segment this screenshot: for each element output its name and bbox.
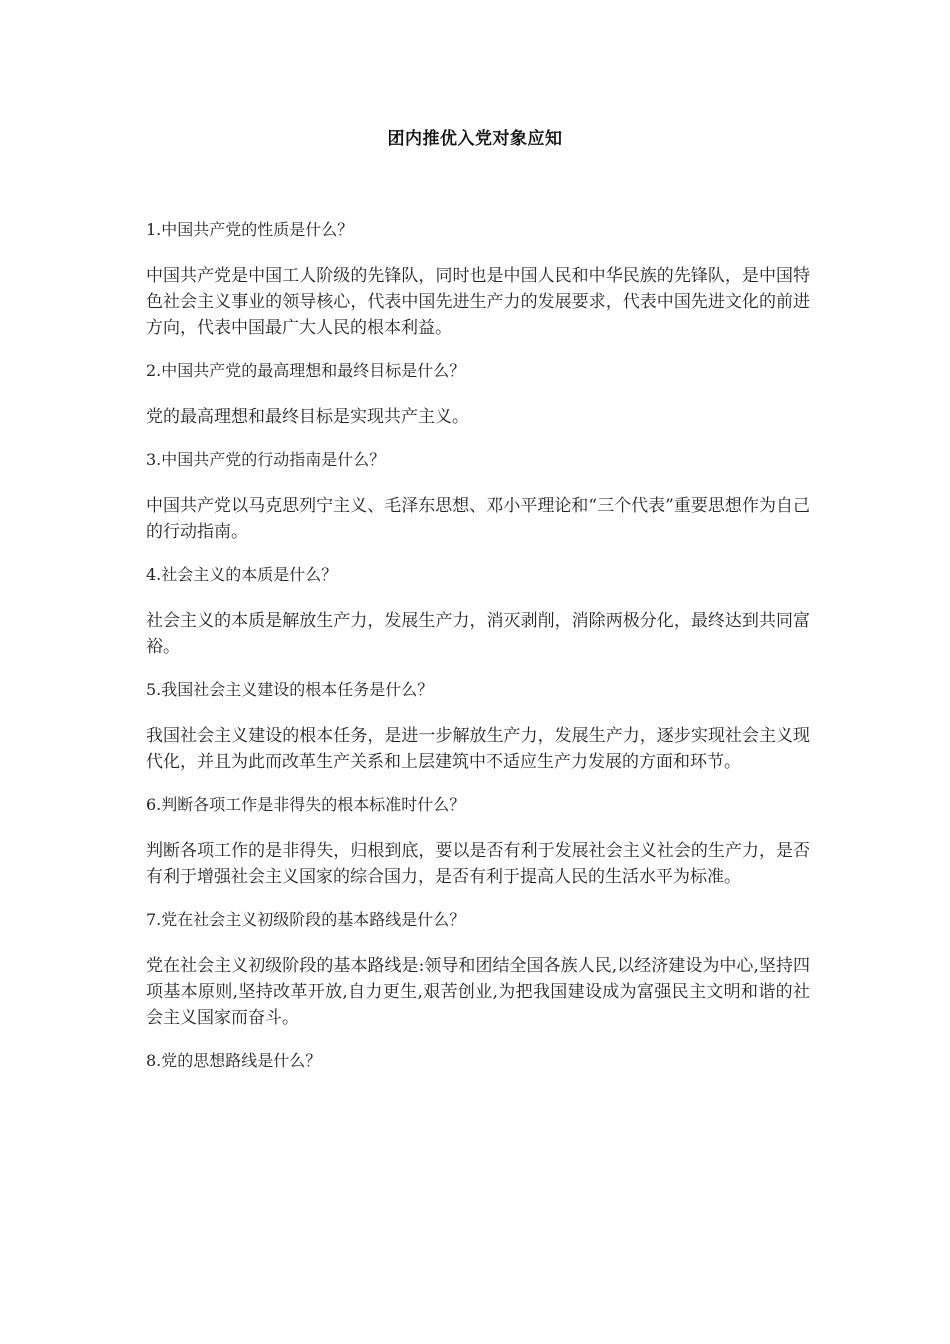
- answer-4: 社会主义的本质是解放生产力，发展生产力，消灭剥削，消除两极分化，最终达到共同富裕。: [146, 611, 810, 657]
- question-5: 5.我国社会主义建设的根本任务是什么？: [146, 680, 434, 699]
- question-3: 3.中国共产党的行动指南是什么？: [146, 450, 386, 469]
- answer-2: 党的最高理想和最终目标是实现共产主义。: [146, 407, 469, 427]
- question-8: 8.党的思想路线是什么？: [146, 1051, 322, 1070]
- answer-7: 党在社会主义初级阶段的基本路线是:领导和团结全国各族人民,以经济建设为中心,坚持四项基本原则,坚持改革开放,自力更生,艰苦创业,为把我国建设成为富强民主文明和谐的社会主义国家而奋斗。: [146, 956, 810, 1028]
- document-body: [146, 217, 810, 1094]
- answer-1: 中国共产党是中国工人阶级的先锋队，同时也是中国人民和中华民族的先锋队，是中国特色社会主义事业的领导核心，代表中国先进生产力的发展要求，代表中国先进文化的前进方向，代表中国最广大人民的根本利益。: [146, 266, 810, 338]
- question-1: 1.中国共产党的性质是什么？: [146, 220, 354, 239]
- document-title: 团内推优入党对象应知: [387, 129, 563, 149]
- answer-3: 中国共产党以马克思列宁主义、毛泽东思想、邓小平理论和“三个代表”重要思想作为自己的行动指南。: [146, 496, 810, 542]
- answer-5: 我国社会主义建设的根本任务，是进一步解放生产力，发展生产力，逐步实现社会主义现代化，并且为此而改革生产关系和上层建筑中不适应生产力发展的方面和环节。: [146, 726, 810, 772]
- question-6: 6.判断各项工作是非得失的根本标准时什么？: [146, 795, 466, 814]
- question-2: 2.中国共产党的最高理想和最终目标是什么？: [146, 361, 466, 380]
- question-7: 7.党在社会主义初级阶段的基本路线是什么？: [146, 910, 466, 929]
- question-4: 4.社会主义的本质是什么？: [146, 565, 338, 584]
- answer-6: 判断各项工作的是非得失，归根到底，要以是否有利于发展社会主义社会的生产力，是否有利于增强社会主义国家的综合国力，是否有利于提高人民的生活水平为标准。: [146, 841, 810, 887]
